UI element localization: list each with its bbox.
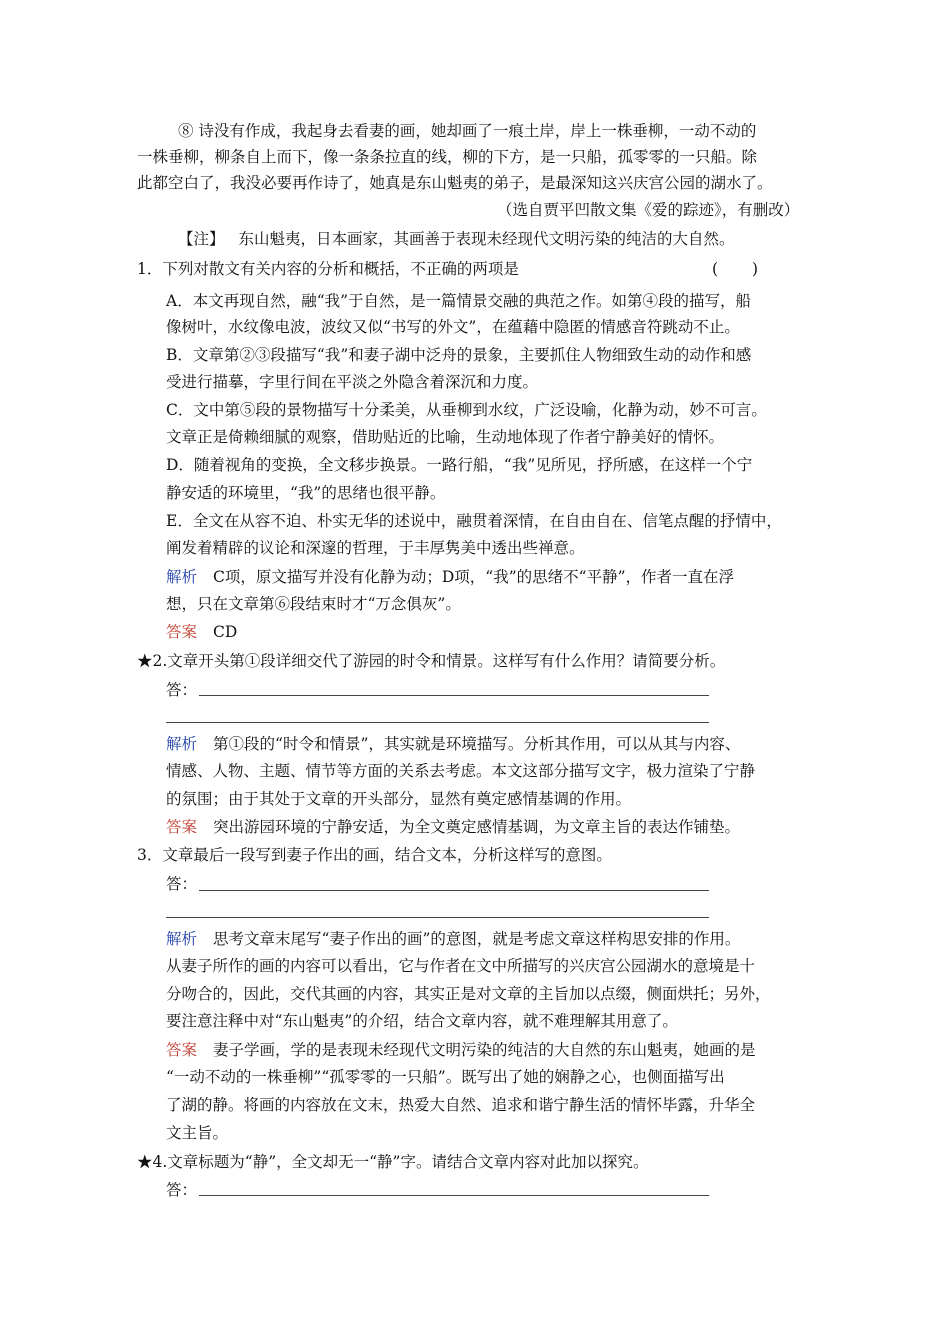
- passage-line: ⑧ 诗没有作成，我起身去看妻的画，她却画了一痕土岸，岸上一株垂柳，一动不动的: [178, 122, 757, 140]
- question-3-answer: [166, 1037, 756, 1063]
- option-e-line: E．全文在从容不迫、朴实无华的述说中，融贯着深情，在自由自在、信笔点醒的抒情中，: [166, 512, 782, 530]
- answer-line: “一动不动的一株垂柳”“孤零零的一只船”。既写出了她的娴静之心，也侧面描写出: [166, 1068, 725, 1086]
- analysis-line: 要注意注释中对“东山魁夷”的介绍，结合文章内容，就不难理解其用意了。: [166, 1012, 678, 1030]
- question-2-analysis: [166, 731, 740, 757]
- analysis-line: 情感、人物、主题、情节等方面的关系去考虑。本文这部分描写文字，极力渲染了宁静: [166, 762, 756, 780]
- answer-blank-line[interactable]: [199, 890, 709, 891]
- analysis-line: 的氛围；由于其处于文章的开头部分，显然有奠定感情基调的作用。: [166, 790, 632, 808]
- option-d-line: 静安适的环境里，“我”的思绪也很平静。: [166, 484, 446, 502]
- answer-label: 答：: [166, 875, 198, 893]
- analysis-text: 思考文章末尾写“妻子作出的画”的意图，就是考虑文章这样构思安排的作用。: [213, 930, 741, 948]
- note-text: 东山魁夷，日本画家，其画善于表现未经现代文明污染的纯洁的大自然。: [238, 230, 735, 248]
- option-c-line: 文章正是倚赖细腻的观察，借助贴近的比喻，生动地体现了作者宁静美好的情怀。: [166, 428, 725, 446]
- analysis-line: 分吻合的，因此，交代其画的内容，其实正是对文章的主旨加以点缀，侧面烘托；另外，: [166, 985, 771, 1003]
- analysis-line: 想，只在文章第⑥段结束时才“万念俱灰”。: [166, 595, 461, 613]
- answer-blank-line[interactable]: [199, 1195, 709, 1196]
- note-tag: 【注】: [178, 230, 225, 248]
- option-c-line: C．文中第⑤段的景物描写十分柔美，从垂柳到水纹，广泛设喻，化静为动，妙不可言。: [166, 401, 767, 419]
- answer-blank-line[interactable]: [166, 722, 709, 723]
- question-1-stem: 1．下列对散文有关内容的分析和概括，不正确的两项是: [137, 260, 519, 278]
- analysis-tag: 解析: [166, 930, 198, 948]
- answer-line: 文主旨。: [166, 1124, 229, 1142]
- answer-tag: 答案: [166, 818, 198, 836]
- analysis-text: C项，原文描写并没有化静为动；D项，“我”的思绪不“平静”，作者一直在浮: [213, 568, 735, 586]
- answer-text: 突出游园环境的宁静安适，为全文奠定感情基调，为文章主旨的表达作铺垫。: [213, 818, 741, 836]
- question-1-answer: [166, 619, 237, 645]
- answer-line: 了湖的静。将画的内容放在文末，热爱大自然、追求和谐宁静生活的情怀毕露，升华全: [166, 1096, 756, 1114]
- question-4-stem: ★4.文章标题为“静”，全文却无一“静”字。请结合文章内容对此加以探究。: [137, 1153, 649, 1171]
- option-e-line: 阐发着精辟的议论和深邃的哲理，于丰厚隽美中透出些禅意。: [166, 539, 585, 557]
- answer-text: CD: [213, 623, 238, 641]
- analysis-tag: 解析: [166, 735, 198, 753]
- option-b-line: 受进行描摹，字里行间在平淡之外隐含着深沉和力度。: [166, 373, 539, 391]
- question-1-analysis: [166, 564, 734, 590]
- option-b-line: B．文章第②③段描写“我”和妻子湖中泛舟的景象，主要抓住人物细致生动的动作和感: [166, 346, 752, 364]
- question-1-answer-paren: ( ): [712, 260, 760, 278]
- analysis-tag: 解析: [166, 568, 198, 586]
- option-a-line: A．本文再现自然，融“我”于自然，是一篇情景交融的典范之作。如第④段的描写，船: [166, 292, 752, 310]
- passage-line: 一株垂柳，柳条自上而下，像一条条拉直的线，柳的下方，是一只船，孤零零的一只船。除: [137, 148, 758, 166]
- answer-label: 答：: [166, 681, 198, 699]
- option-a-line: 像树叶，水纹像电波，波纹又似“书写的外文”，在蕴藉中隐匿的情感音符跳动不止。: [166, 318, 740, 336]
- answer-tag: 答案: [166, 1041, 198, 1059]
- passage-note: [178, 226, 735, 252]
- answer-tag: 答案: [166, 623, 198, 641]
- analysis-text: 第①段的“时令和情景”，其实就是环境描写。分析其作用，可以从其与内容、: [213, 735, 741, 753]
- question-2-stem: ★2.文章开头第①段详细交代了游园的时令和情景。这样写有什么作用？请简要分析。: [137, 652, 726, 670]
- answer-blank-line[interactable]: [166, 917, 709, 918]
- answer-label: 答：: [166, 1181, 198, 1199]
- question-2-answer: [166, 814, 740, 840]
- analysis-line: 从妻子所作的画的内容可以看出，它与作者在文中所描写的兴庆宫公园湖水的意境是十: [166, 957, 756, 975]
- answer-text: 妻子学画，学的是表现未经现代文明污染的纯洁的大自然的东山魁夷，她画的是: [213, 1041, 756, 1059]
- option-d-line: D．随着视角的变换，全文移步换景。一路行船，“我”见所见，抒所感，在这样一个宁: [166, 456, 753, 474]
- passage-line: 此都空白了，我没必要再作诗了，她真是东山魁夷的弟子，是最深知这兴庆宫公园的湖水了。: [137, 174, 773, 192]
- passage-source: （选自贾平凹散文集《爱的踪迹》，有删改）: [497, 201, 800, 219]
- answer-blank-line[interactable]: [199, 695, 709, 696]
- question-3-stem: 3．文章最后一段写到妻子作出的画，结合文本，分析这样写的意图。: [137, 846, 612, 864]
- question-3-analysis: [166, 926, 740, 952]
